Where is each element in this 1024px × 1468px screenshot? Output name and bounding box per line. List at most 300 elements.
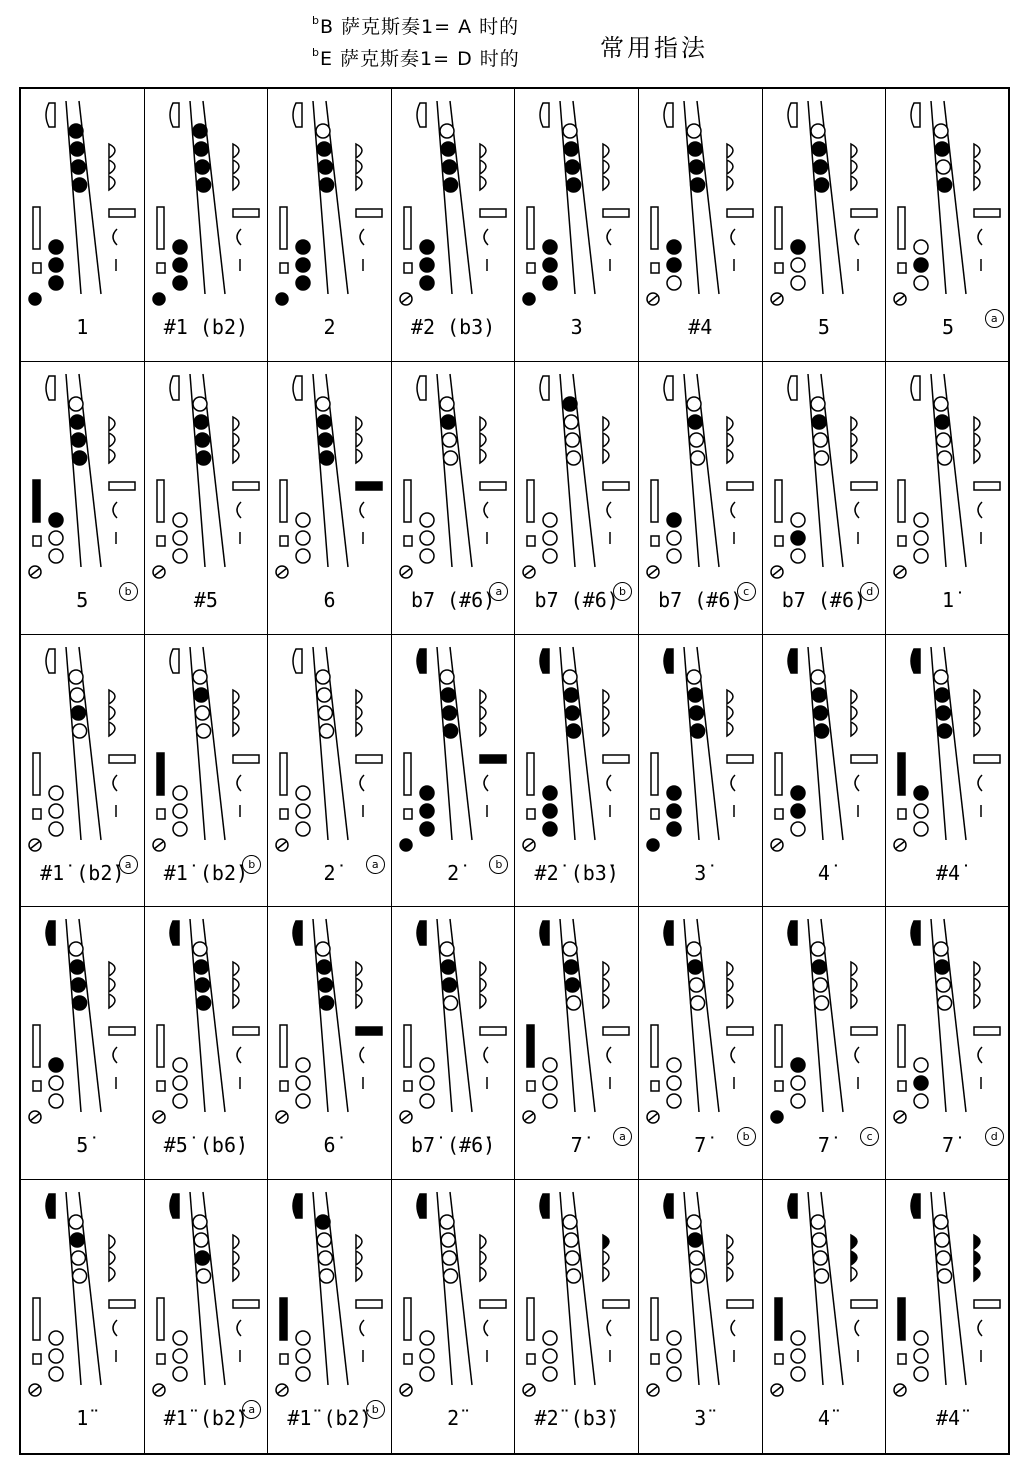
octave-key-icon xyxy=(540,921,549,945)
palm-key-icon xyxy=(233,160,239,174)
sax-key-diagram xyxy=(145,907,269,1129)
lower-tone-hole xyxy=(173,276,187,290)
side-key-bar xyxy=(974,1300,1000,1308)
fingering-cell xyxy=(763,362,887,635)
upper-tone-hole xyxy=(935,960,949,974)
note-label: 5 xyxy=(941,315,954,339)
octave-key-icon xyxy=(664,103,673,127)
upper-tone-hole xyxy=(814,724,828,738)
palm-key-icon xyxy=(480,449,486,463)
left-rack-key xyxy=(157,1298,164,1340)
left-small-key xyxy=(527,536,535,546)
sax-key-diagram xyxy=(392,362,516,584)
lower-tone-hole xyxy=(173,531,187,545)
upper-tone-hole xyxy=(319,978,333,992)
lower-tone-hole xyxy=(420,531,434,545)
palm-key-icon xyxy=(109,176,115,190)
note-label: #2̇ (b3̇) xyxy=(534,860,619,885)
palm-key-icon xyxy=(727,1235,733,1249)
low-key-curve xyxy=(360,1320,364,1336)
low-key-curve xyxy=(855,502,859,518)
lower-tone-hole xyxy=(173,1349,187,1363)
variant-badge: b xyxy=(242,855,261,874)
left-small-key xyxy=(775,1081,783,1091)
variant-badge: a xyxy=(242,1400,261,1419)
upper-tone-hole xyxy=(71,433,85,447)
upper-tone-hole xyxy=(688,688,702,702)
fingering-cell xyxy=(268,907,392,1180)
palm-key-icon xyxy=(109,722,115,736)
lower-tone-hole xyxy=(791,1367,805,1381)
upper-tone-hole xyxy=(195,433,209,447)
upper-tone-hole xyxy=(440,124,454,138)
upper-tone-hole xyxy=(567,451,581,465)
upper-tone-hole xyxy=(691,1269,705,1283)
lower-tone-hole xyxy=(296,1076,310,1090)
fingering-cell xyxy=(763,89,887,362)
left-small-key xyxy=(898,263,906,273)
sax-key-diagram xyxy=(515,635,639,857)
octave-key-icon xyxy=(911,649,920,673)
palm-key-icon xyxy=(851,417,857,431)
fingering-cell xyxy=(268,89,392,362)
lower-tone-hole xyxy=(173,549,187,563)
palm-key-icon xyxy=(727,722,733,736)
left-rack-key xyxy=(775,1025,782,1067)
fingering-cell xyxy=(268,635,392,908)
upper-tone-hole xyxy=(441,415,455,429)
sax-key-diagram xyxy=(763,362,887,584)
lower-tone-hole xyxy=(420,513,434,527)
note-label: 5 xyxy=(76,587,89,612)
lower-tone-hole xyxy=(420,1076,434,1090)
upper-tone-hole xyxy=(814,178,828,192)
octave-key-icon xyxy=(417,1194,426,1218)
sax-key-diagram xyxy=(886,907,1010,1129)
low-key-curve xyxy=(607,502,611,518)
sax-key-diagram xyxy=(886,1180,1010,1402)
lower-tone-hole xyxy=(420,1349,434,1363)
octave-key-icon xyxy=(664,376,673,400)
low-key-curve xyxy=(113,1047,117,1063)
left-rack-key xyxy=(33,480,40,522)
lower-tone-hole xyxy=(791,1349,805,1363)
note-label: 1̇ xyxy=(941,587,954,612)
sax-key-diagram xyxy=(886,635,1010,857)
note-label: 5 xyxy=(817,315,830,339)
left-small-key xyxy=(280,263,288,273)
octave-key-icon xyxy=(293,649,302,673)
octave-key-icon xyxy=(293,103,302,127)
left-rack-key xyxy=(651,480,658,522)
note-label: 3̇ xyxy=(694,860,707,885)
lower-tone-hole xyxy=(543,549,557,563)
note-label: #5 xyxy=(193,587,218,612)
left-rack-key xyxy=(33,1298,40,1340)
octave-key-icon xyxy=(788,1194,797,1218)
fingering-cell xyxy=(145,907,269,1180)
lower-tone-hole xyxy=(914,1076,928,1090)
octave-key-icon xyxy=(911,921,920,945)
upper-tone-hole xyxy=(193,942,207,956)
fingering-cell xyxy=(392,907,516,1180)
lower-tone-hole xyxy=(49,276,63,290)
lower-tone-hole xyxy=(914,786,928,800)
upper-tone-hole xyxy=(813,433,827,447)
lower-tone-hole xyxy=(49,1349,63,1363)
sax-key-diagram xyxy=(639,89,763,311)
left-small-key xyxy=(898,809,906,819)
upper-tone-hole xyxy=(443,1269,457,1283)
variant-badge: a xyxy=(366,855,385,874)
lower-tone-hole xyxy=(667,822,681,836)
palm-key-icon xyxy=(233,417,239,431)
lower-tone-hole xyxy=(791,786,805,800)
sax-key-diagram xyxy=(763,89,887,311)
upper-tone-hole xyxy=(563,1215,577,1229)
lower-tone-hole xyxy=(667,1094,681,1108)
upper-tone-hole xyxy=(71,1251,85,1265)
upper-tone-hole xyxy=(317,688,331,702)
left-rack-key xyxy=(775,207,782,249)
palm-key-icon xyxy=(233,433,239,447)
upper-tone-hole xyxy=(813,706,827,720)
upper-tone-hole xyxy=(935,1233,949,1247)
palm-key-icon xyxy=(233,1235,239,1249)
palm-key-icon xyxy=(356,176,362,190)
lower-tone-hole xyxy=(296,240,310,254)
palm-key-icon xyxy=(727,144,733,158)
palm-key-icon xyxy=(974,1267,980,1281)
low-key-curve xyxy=(731,775,735,791)
upper-tone-hole xyxy=(566,433,580,447)
sax-key-diagram xyxy=(21,1180,145,1402)
lower-tone-hole xyxy=(420,786,434,800)
fingering-cell xyxy=(515,89,639,362)
lower-tone-hole xyxy=(914,258,928,272)
note-label: #1̇ (b2̇) xyxy=(163,860,249,885)
left-rack-key xyxy=(280,480,287,522)
note-label: #4̇ xyxy=(935,860,961,885)
lower-tone-hole xyxy=(543,1367,557,1381)
left-rack-key xyxy=(898,1025,905,1067)
note-label: 1̈ xyxy=(76,1406,89,1431)
lower-tone-hole xyxy=(173,1367,187,1381)
sax-key-diagram xyxy=(21,362,145,584)
palm-key-icon xyxy=(603,449,609,463)
palm-key-icon xyxy=(109,417,115,431)
upper-tone-hole xyxy=(566,1251,580,1265)
variant-badge: a xyxy=(985,309,1004,328)
left-small-key xyxy=(33,263,41,273)
upper-tone-hole xyxy=(317,142,331,156)
palm-key-icon xyxy=(356,449,362,463)
upper-tone-hole xyxy=(938,178,952,192)
flat-sign: b xyxy=(312,46,320,59)
upper-tone-hole xyxy=(689,978,703,992)
lower-tone-hole xyxy=(420,276,434,290)
upper-tone-hole xyxy=(193,670,207,684)
lower-tone-hole xyxy=(543,822,557,836)
side-key-bar xyxy=(480,482,506,490)
sax-key-diagram xyxy=(145,362,269,584)
side-key-bar xyxy=(603,482,629,490)
left-small-key xyxy=(651,1354,659,1364)
upper-tone-hole xyxy=(317,415,331,429)
lower-tone-hole xyxy=(173,1076,187,1090)
palm-key-icon xyxy=(974,433,980,447)
lower-tone-hole xyxy=(543,786,557,800)
sax-key-diagram xyxy=(515,362,639,584)
side-key-bar xyxy=(233,1027,259,1035)
lower-tone-hole xyxy=(667,549,681,563)
palm-key-icon xyxy=(356,1235,362,1249)
lower-tone-hole xyxy=(49,549,63,563)
left-small-key xyxy=(775,809,783,819)
upper-tone-hole xyxy=(317,960,331,974)
upper-tone-hole xyxy=(938,451,952,465)
palm-key-icon xyxy=(727,994,733,1008)
left-rack-key xyxy=(157,207,164,249)
low-key-curve xyxy=(360,1047,364,1063)
low-key-curve xyxy=(855,775,859,791)
side-key-bar xyxy=(974,482,1000,490)
lower-tone-hole xyxy=(420,1367,434,1381)
upper-tone-hole xyxy=(811,124,825,138)
palm-key-icon xyxy=(233,994,239,1008)
lower-tone-hole xyxy=(914,276,928,290)
side-key-bar xyxy=(356,209,382,217)
page-title: 常用指法 xyxy=(600,34,708,62)
palm-key-icon xyxy=(233,176,239,190)
lower-tone-hole xyxy=(296,549,310,563)
side-key-bar xyxy=(109,209,135,217)
left-small-key xyxy=(157,536,165,546)
side-key-bar xyxy=(356,1300,382,1308)
low-key-curve xyxy=(978,1320,982,1336)
palm-key-icon xyxy=(356,994,362,1008)
upper-tone-hole xyxy=(814,451,828,465)
octave-key-icon xyxy=(46,921,55,945)
fingering-cell xyxy=(639,635,763,908)
fingering-cell xyxy=(392,635,516,908)
palm-key-icon xyxy=(851,1235,857,1249)
variant-badge: b xyxy=(366,1400,385,1419)
upper-tone-hole xyxy=(193,397,207,411)
variant-badge: a xyxy=(613,1127,632,1146)
upper-tone-hole xyxy=(688,1233,702,1247)
upper-tone-hole xyxy=(194,960,208,974)
lower-tone-hole xyxy=(791,258,805,272)
note-label: b7̇ (#6̇) xyxy=(410,1133,496,1158)
left-rack-key xyxy=(404,753,411,795)
palm-key-icon xyxy=(851,1251,857,1265)
note-label: 7̇ xyxy=(817,1133,830,1158)
header-line-1 xyxy=(312,12,519,39)
palm-key-icon xyxy=(603,1267,609,1281)
fingering-cell xyxy=(392,362,516,635)
octave-key-icon xyxy=(788,921,797,945)
left-rack-key xyxy=(651,753,658,795)
palm-key-icon xyxy=(603,160,609,174)
palm-key-icon xyxy=(851,706,857,720)
upper-tone-hole xyxy=(69,942,83,956)
palm-key-icon xyxy=(727,706,733,720)
lower-tone-hole xyxy=(173,240,187,254)
upper-tone-hole xyxy=(73,178,87,192)
sax-key-diagram xyxy=(515,1180,639,1402)
lower-tone-hole xyxy=(914,549,928,563)
palm-key-icon xyxy=(233,449,239,463)
upper-tone-hole xyxy=(71,160,85,174)
fingering-cell xyxy=(763,635,887,908)
note-label: 7̇ xyxy=(570,1133,583,1158)
lower-tone-hole xyxy=(667,531,681,545)
left-small-key xyxy=(527,1354,535,1364)
side-key-bar xyxy=(109,1027,135,1035)
note-label: #1 (b2) xyxy=(163,315,249,339)
palm-key-icon xyxy=(727,978,733,992)
lower-tone-hole xyxy=(420,1094,434,1108)
left-rack-key xyxy=(651,207,658,249)
lower-tone-hole xyxy=(296,276,310,290)
palm-key-icon xyxy=(603,978,609,992)
header-line-1-text: B 萨克斯奏1= A 时的 xyxy=(319,16,520,38)
upper-tone-hole xyxy=(194,142,208,156)
sax-key-diagram xyxy=(886,89,1010,311)
palm-key-icon xyxy=(851,690,857,704)
palm-key-icon xyxy=(974,722,980,736)
palm-key-icon xyxy=(727,160,733,174)
lower-tone-hole xyxy=(791,549,805,563)
lower-tone-hole xyxy=(49,1076,63,1090)
palm-key-icon xyxy=(233,706,239,720)
palm-key-icon xyxy=(603,690,609,704)
palm-key-icon xyxy=(851,978,857,992)
low-key-curve xyxy=(237,229,241,245)
note-label: #1̈ (b2̈) xyxy=(287,1406,372,1431)
note-label: b7 (#6) xyxy=(781,587,867,612)
upper-tone-hole xyxy=(689,433,703,447)
low-key-curve xyxy=(237,775,241,791)
upper-tone-hole xyxy=(319,1251,333,1265)
fingering-cell xyxy=(21,362,145,635)
sax-key-diagram xyxy=(392,89,516,311)
fingering-cell xyxy=(392,1180,516,1453)
upper-tone-hole xyxy=(814,996,828,1010)
low-key-curve xyxy=(484,1047,488,1063)
octave-key-icon xyxy=(788,103,797,127)
left-rack-key xyxy=(651,1298,658,1340)
upper-tone-hole xyxy=(316,124,330,138)
palm-key-icon xyxy=(603,417,609,431)
lower-tone-hole xyxy=(914,1094,928,1108)
variant-badge: c xyxy=(860,1127,879,1146)
palm-key-icon xyxy=(727,417,733,431)
palm-key-icon xyxy=(233,1251,239,1265)
upper-tone-hole xyxy=(442,433,456,447)
palm-key-icon xyxy=(109,160,115,174)
side-key-bar xyxy=(109,482,135,490)
sax-key-diagram xyxy=(145,635,269,857)
upper-tone-hole xyxy=(442,978,456,992)
left-small-key xyxy=(280,1354,288,1364)
upper-tone-hole xyxy=(195,1251,209,1265)
octave-key-icon xyxy=(46,1194,55,1218)
fingering-cell xyxy=(515,907,639,1180)
octave-key-icon xyxy=(417,103,426,127)
palm-key-icon xyxy=(974,176,980,190)
side-key-bar xyxy=(233,209,259,217)
octave-key-icon xyxy=(170,376,179,400)
fingering-cell xyxy=(21,89,145,362)
upper-tone-hole xyxy=(934,397,948,411)
lower-tone-hole xyxy=(667,1058,681,1072)
upper-tone-hole xyxy=(934,942,948,956)
side-key-bar xyxy=(356,1027,382,1035)
upper-tone-hole xyxy=(687,124,701,138)
left-small-key xyxy=(775,263,783,273)
upper-tone-hole xyxy=(938,996,952,1010)
lower-tone-hole xyxy=(543,240,557,254)
upper-tone-hole xyxy=(567,178,581,192)
lower-tone-hole xyxy=(296,513,310,527)
left-small-key xyxy=(280,536,288,546)
palm-key-icon xyxy=(109,1235,115,1249)
octave-key-icon xyxy=(664,1194,673,1218)
note-label: b7 (#6) xyxy=(534,587,619,612)
fingering-cell xyxy=(268,362,392,635)
upper-tone-hole xyxy=(440,670,454,684)
lower-tone-hole xyxy=(296,1331,310,1345)
fingering-cell xyxy=(21,907,145,1180)
upper-tone-hole xyxy=(813,160,827,174)
note-label: #2̈ (b3̈) xyxy=(534,1406,619,1431)
upper-tone-hole xyxy=(937,160,951,174)
side-key-bar xyxy=(109,755,135,763)
octave-key-icon xyxy=(911,376,920,400)
palm-key-icon xyxy=(356,1267,362,1281)
upper-tone-hole xyxy=(691,996,705,1010)
left-small-key xyxy=(651,536,659,546)
lower-tone-hole xyxy=(667,804,681,818)
upper-tone-hole xyxy=(442,160,456,174)
palm-key-icon xyxy=(974,690,980,704)
palm-key-icon xyxy=(356,962,362,976)
low-key-curve xyxy=(855,1320,859,1336)
low-key-curve xyxy=(978,775,982,791)
upper-tone-hole xyxy=(316,397,330,411)
left-rack-key xyxy=(404,1025,411,1067)
side-key-bar xyxy=(233,1300,259,1308)
left-small-key xyxy=(157,809,165,819)
upper-tone-hole xyxy=(443,724,457,738)
left-rack-key xyxy=(33,1025,40,1067)
variant-badge: d xyxy=(860,582,879,601)
upper-tone-hole xyxy=(319,706,333,720)
octave-key-icon xyxy=(170,649,179,673)
low-key-curve xyxy=(113,1320,117,1336)
upper-tone-hole xyxy=(812,415,826,429)
side-key-bar xyxy=(851,209,877,217)
octave-key-icon xyxy=(664,921,673,945)
octave-key-icon xyxy=(417,921,426,945)
lower-tone-hole xyxy=(667,786,681,800)
note-label: 2̇ xyxy=(323,860,336,885)
left-rack-key xyxy=(157,480,164,522)
flat-sign: b xyxy=(312,14,320,27)
palm-key-icon xyxy=(109,978,115,992)
